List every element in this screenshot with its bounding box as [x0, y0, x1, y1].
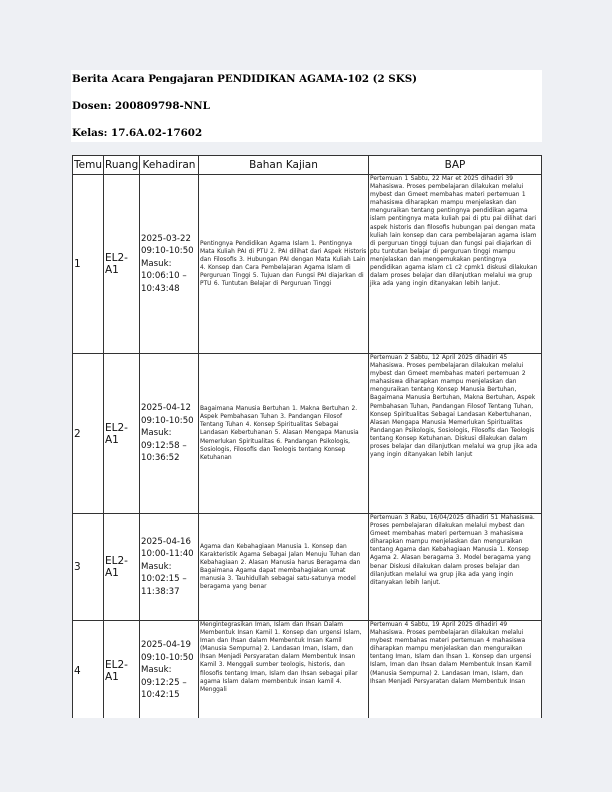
- cell-bahan-kajian: [199, 621, 369, 721]
- attendance-date: 2025-04-12: [141, 403, 191, 414]
- cell-ruang: EL2-A1: [104, 354, 140, 514]
- cell-kehadiran: [140, 621, 199, 721]
- document-title: Berita Acara Pengajaran PENDIDIKAN AGAMA-102 (2 SKS): [72, 73, 417, 85]
- column-header-temu: Temu: [73, 156, 104, 175]
- attendance-masuk-label: Masuk:: [141, 665, 172, 676]
- attendance-masuk-label: Masuk:: [141, 428, 172, 439]
- cell-ruang: EL2-A1: [104, 514, 140, 621]
- teaching-record-table: [72, 155, 542, 721]
- attendance-in-time: 09:12:58 –: [141, 440, 187, 451]
- attendance-schedule: 09:10-10:50: [141, 246, 194, 257]
- page-bottom-margin: [0, 718, 612, 792]
- cell-kehadiran: [140, 175, 199, 354]
- attendance-date: 2025-03-22: [141, 233, 191, 244]
- class-line: Kelas: 17.6A.02-17602: [72, 127, 203, 139]
- table-header-row: [73, 156, 542, 175]
- attendance-masuk-label: Masuk:: [141, 258, 172, 269]
- attendance-date: 2025-04-16: [141, 536, 191, 547]
- lecturer-line: Dosen: 200809798-NNL: [72, 100, 210, 112]
- table-row: [73, 175, 542, 354]
- attendance-out-time: 11:38:37: [141, 586, 180, 597]
- cell-bap: [369, 354, 542, 514]
- bap-text: Pertemuan 1 Sabtu, 22 Mar et 2025 dihadiri 39 Mahasiswa. Proses pembelajaran dilakukan melalui mybest dan Gmeet membahas materi pertemuan 1 mahasiswa diharapkan mampu menjelaskan dan menguraikan tentang pentingnya pendidikan agama islam pentingnya mata kuliah pai di ptu pai dilihat dari aspek historis dan filosofis hubungan pai dengan mata kuliah lain konsep dan cara pembelajaran agama islam di perguruan tinggi tujuan dan fungsi pai diajarkan di ptu tuntutan belajar di perguruan tinggi mampu menjelaskan dan mengemukakan pentingnya pendidikan agama islam c1 c2 cpmk1 diskusi dilakukan dalam proses belajar dan dilanjutkan melalui wa grup jika ada yang ingin ditanyakan lebih lanjut.: [370, 176, 538, 288]
- cell-bahan-kajian: [199, 514, 369, 621]
- cell-ruang: EL2-A1: [104, 621, 140, 721]
- bap-text: Pertemuan 2 Sabtu, 12 April 2025 dihadiri 45 Mahasiswa. Proses pembelajaran dilakukan melalui mybest dan Gmeet membahas materi pertemuan 2 mahasiswa diharapkan mampu menjelaskan dan menguraikan tentang Konsep Manusia Bertuhan, Bagaimana Manusia Bertuhan, Makna Bertuhan, Aspek Pembahasan Tuhan, Pandangan Filosof Tentang Tuhan, Konsep Spiritualitas Sebagai Landasan Kebertuhanan, Alasan Mengapa Manusia Memerlukan Spiritualitas Pandangan Psikologis, Sosiologis, Filosofis dan Teologis tentang Konsep Ketuhanan. Diskusi dilakukan dalam proses belajar dan dilanjutkan melalui wa grup jika ada yang ingin ditanyakan lebih lanjut: [370, 355, 538, 459]
- cell-temu: 4: [73, 621, 104, 721]
- attendance-schedule: 09:10-10:50: [141, 652, 194, 663]
- bahan-kajian-text: Agama dan Kebahagiaan Manusia 1. Konsep dan Karakteristik Agama Sebagai Jalan Menuju Tuhan dan Kebahagiaan 2. Alasan Manusia harus Beragama dan Bagaimana Agama dapat membahagiakan umat manusia 3. Tauhidullah sebagai satu-satunya model beragama yang benar: [200, 543, 361, 591]
- table-row: [73, 354, 542, 514]
- attendance-in-time: 10:02:15 –: [141, 574, 187, 585]
- attendance-schedule: 09:10-10:50: [141, 415, 194, 426]
- attendance-in-time: 10:06:10 –: [141, 271, 187, 282]
- table-row: [73, 514, 542, 621]
- bap-text: Pertemuan 4 Sabtu, 19 April 2025 dihadiri 49 Mahasiswa. Proses pembelajaran dilakukan melalui mybest membahas materi pertemuan 4 mahasiswa diharapkan mampu menjelaskan dan menguraikan tentang Iman, Islam dan Ihsan 1. Konsep dan urgensi Islam, Iman dan Ihsan dalam Membentuk Insan Kamil (Manusia Sempurna) 2. Landasan Iman, Islam, dan Ihsan Menjadi Persyaratan dalam Membentuk Insan: [370, 622, 532, 685]
- cell-bap: [369, 621, 542, 721]
- cell-temu: 2: [73, 354, 104, 514]
- bahan-kajian-text: Mengintegrasikan Iman, Islam dan Ihsan Dalam Membentuk Insan Kamil 1. Konsep dan urgensi Islam, Iman dan Ihsan dalam Membentuk Insan Kamil (Manusia Sempurna) 2. Landasan Iman, Islam, dan Ihsan Menjadi Persyaratan dalam Membentuk Insan Kamil 3. Menggali sumber teologis, historis, dan filosofis tentang Iman, Islam dan Ihsan sebagai pilar agama Islam dalam membentuk insan kamil 4. Menggali: [200, 622, 362, 693]
- cell-kehadiran: [140, 514, 199, 621]
- column-header-bahan-kajian: Bahan Kajian: [199, 156, 369, 175]
- column-header-ruang: Ruang: [104, 156, 140, 175]
- document-header: [71, 70, 542, 142]
- cell-temu: 1: [73, 175, 104, 354]
- cell-bahan-kajian: [199, 175, 369, 354]
- cell-ruang: EL2-A1: [104, 175, 140, 354]
- column-header-bap: BAP: [369, 156, 542, 175]
- column-header-kehadiran: Kehadiran: [140, 156, 199, 175]
- attendance-date: 2025-04-19: [141, 640, 191, 651]
- table-row: [73, 621, 542, 721]
- cell-kehadiran: [140, 354, 199, 514]
- attendance-masuk-label: Masuk:: [141, 561, 172, 572]
- cell-temu: 3: [73, 514, 104, 621]
- cell-bap: [369, 514, 542, 621]
- cell-bap: [369, 175, 542, 354]
- attendance-out-time: 10:36:52: [141, 453, 180, 464]
- bap-text: Pertemuan 3 Rabu, 16/04/2025 dihadiri 51 Mahasiswa. Proses pembelajaran dilakukan melalui mybest dan Gmeet membahas materi pertemuan 3 mahasiswa diharapkan mampu menjelaskan dan menguraikan tentang Agama dan Kebahagiaan Manusia 1. Konsep Agama 2. Alasan beragama 3. Model beragama yang benar Diskusi dilakukan dalam proses belajar dan dilanjutkan melalui wa grup jika ada yang ingin ditanyakan lebih lanjut.: [370, 515, 535, 586]
- bahan-kajian-text: Bagaimana Manusia Bertuhan 1. Makna Bertuhan 2. Aspek Pembahasan Tuhan 3. Pandangan Filosof Tentang Tuhan 4. Konsep Spiritualitas Sebagai Landasan Kebertuhanan 5. Alasan Mengapa Manusia Memerlukan Spiritualitas 6. Pandangan Psikologis, Sosiologis, Filosofis dan Teologis tentang Konsep Ketuhanan: [200, 406, 359, 461]
- cell-bahan-kajian: [199, 354, 369, 514]
- attendance-in-time: 09:12:25 –: [141, 677, 187, 688]
- attendance-schedule: 10:00-11:40: [141, 549, 194, 560]
- attendance-out-time: 10:42:15: [141, 690, 180, 701]
- bahan-kajian-text: Pentingnya Pendidikan Agama Islam 1. Pentingnya Mata Kuliah PAI di PTU 2. PAI dilihat dari Aspek Historis dan Filosofis 3. Hubungan PAI dengan Mata Kuliah Lain 4. Konsep dan Cara Pembelajaran Agama Islam di Perguruan Tinggi 5. Tujuan dan Fungsi PAI diajarkan di PTU 6. Tuntutan Belajar di Perguruan Tinggi: [200, 240, 367, 288]
- attendance-out-time: 10:43:48: [141, 283, 180, 294]
